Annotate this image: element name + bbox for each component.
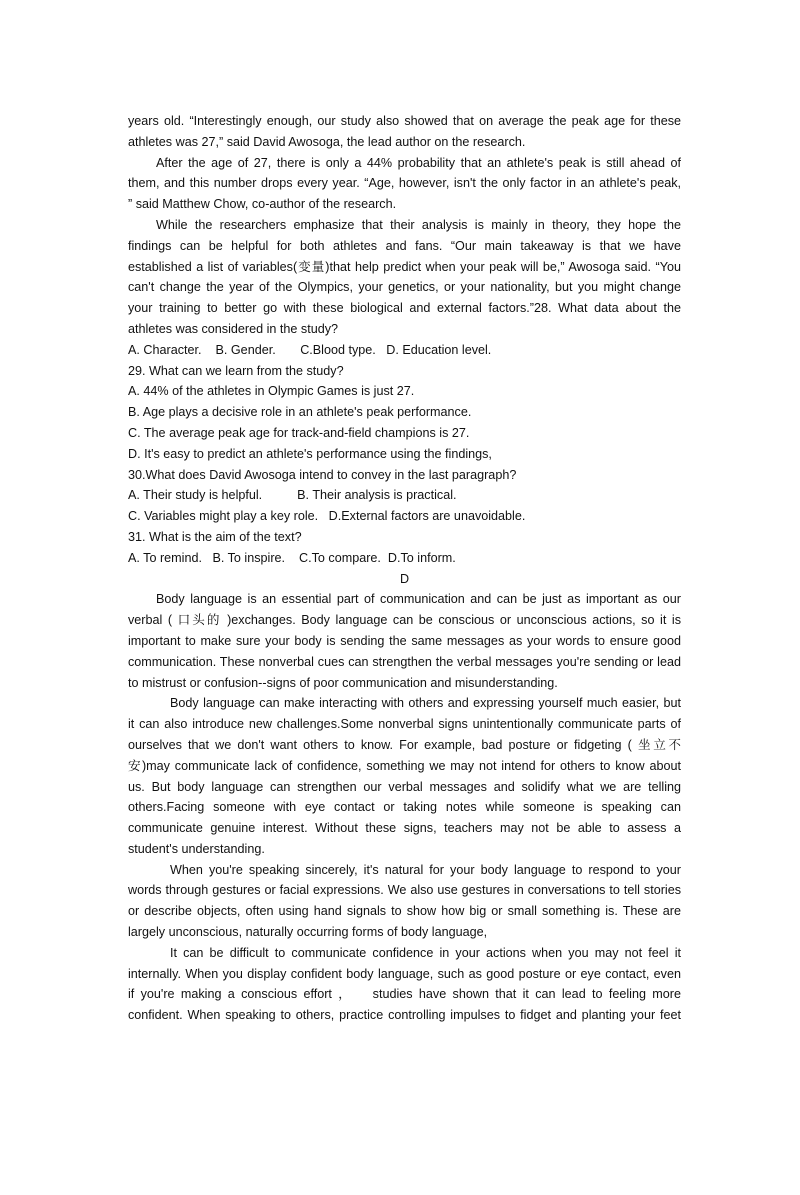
text-line: established a list of variables(变量)that help predict when your peak will be,” Awosoga said. “You [128,259,681,274]
text-line: verbal ( 口头的 )exchanges. Body language can be conscious or unconscious actions, so it is [128,613,681,628]
option-d: D. It's easy to predict an athlete's performance using the findings, [128,446,492,461]
text-line: communication. These nonverbal cues can strengthen the verbal messages you're sending or lead [128,654,681,669]
text-line: can't change the year of the Olympics, your genetics, or your nationality, but you might change [128,280,681,295]
text-line: communicate genuine interest. Without these signs, teachers may not be able to assess a [128,821,681,836]
document-page [128,111,681,1026]
text-line: your training to better go with these biological and external factors.”28. What data about the [128,301,681,316]
text-line: After the age of 27, there is only a 44% probability that an athlete's peak is still ahead of [156,155,681,170]
section-d-paragraph-3 [128,860,681,943]
text-line: ourselves that we don't want others to know. For example, bad posture or fidgeting ( 坐立不 [128,737,681,752]
text-line: confident. When speaking to others, practice controlling impulses to fidget and planting your feet [128,1008,681,1023]
text-line: athletes was 27,” said David Awosoga, the lead author on the research. [128,134,526,149]
section-d-paragraph-4 [128,943,681,1026]
text-line: others.Facing someone with eye contact or taking notes while someone is speaking can [128,800,681,815]
options-line: A. Their study is helpful. B. Their analysis is practical. [128,488,457,503]
options-line: A. To remind. B. To inspire. C.To compare. D.To inform. [128,550,456,565]
text-line: important to make sure your body is sending the same messages as your words to ensure good [128,633,681,648]
question-30 [128,465,681,527]
passage-c-paragraph-2 [128,153,681,215]
option-b: B. Age plays a decisive role in an athlete's peak performance. [128,405,472,420]
text-line: largely unconscious, naturally occurring forms of body language, [128,925,488,940]
text-line: student's understanding. [128,841,265,856]
question-31 [128,527,681,569]
option-a: A. 44% of the athletes in Olympic Games is just 27. [128,384,415,399]
text-line: if you're making a conscious effort ， studies have shown that it can lead to feeling more [128,987,681,1002]
text-line: us. But body language can strengthen our verbal messages and solidify what we are telling [128,779,681,794]
section-d-paragraph-2 [128,693,681,859]
question-28-stem-end: athletes was considered in the study? [128,321,339,336]
text-line: internally. When you display confident body language, such as good posture or eye contact, even [128,966,681,981]
text-line: to mistrust or confusion--signs of poor communication and misunderstanding. [128,675,558,690]
question-stem: 29. What can we learn from the study? [128,363,344,378]
text-line: Body language is an essential part of communication and can be just as important as our [156,592,681,607]
option-c: C. The average peak age for track-and-field champions is 27. [128,425,470,440]
options-line: A. Character. B. Gender. C.Blood type. D. Education level. [128,342,492,357]
text-line: it can also introduce new challenges.Some nonverbal signs unintentionally communicate parts of [128,717,681,732]
text-line: When you're speaking sincerely, it's natural for your body language to respond to your [170,862,681,877]
text-line: ” said Matthew Chow, co-author of the research. [128,197,397,212]
question-29 [128,361,681,465]
text-line: findings can be helpful for both athletes and fans. “Our main takeaway is that we have [128,238,681,253]
question-stem: 30.What does David Awosoga intend to convey in the last paragraph? [128,467,517,482]
text-line: Body language can make interacting with others and expressing yourself much easier, but [170,696,681,711]
text-line: While the researchers emphasize that their analysis is mainly in theory, they hope the [156,217,681,232]
text-line: It can be difficult to communicate confidence in your actions when you may not feel it [170,945,681,960]
passage-c-paragraph-1 [128,111,681,153]
question-stem: 31. What is the aim of the text? [128,529,302,544]
section-heading: D [399,571,410,586]
passage-c-paragraph-3 [128,215,681,340]
text-line: words through gestures or facial expressions. We also use gestures in conversations to tell stories [128,883,681,898]
question-28-options [128,340,681,361]
text-line: or describe objects, often using hand signals to show how big or small something is. These are [128,904,681,919]
section-d-paragraph-1 [128,589,681,693]
options-line: C. Variables might play a key role. D.External factors are unavoidable. [128,509,526,524]
text-line: years old. “Interestingly enough, our study also showed that on average the peak age for these [128,114,681,128]
text-line: 安)may communicate lack of confidence, something we may not intend for others to know about [128,758,681,773]
text-line: them, and this number drops every year. “Age, however, isn't the only factor in an athlete's peak, [128,176,681,191]
